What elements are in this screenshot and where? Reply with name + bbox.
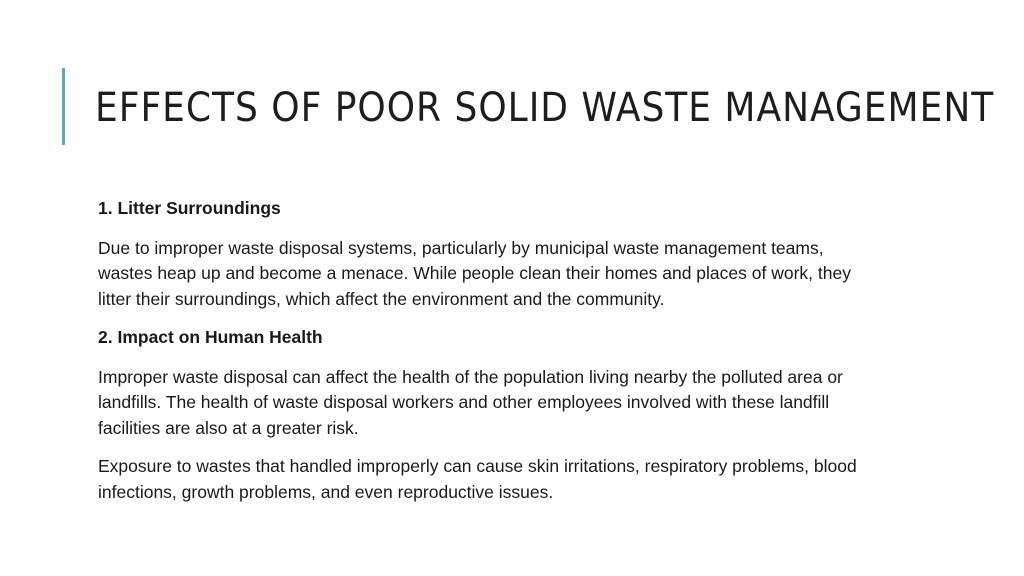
section-paragraph-human-health-1: Improper waste disposal can affect the health of the population living nearby the polluted area or landfills. The health of waste disposal workers and other employees involved with these landfill facilities are also at a greater risk. bbox=[98, 366, 843, 438]
section-heading-litter-surroundings: 1. Litter Surroundings bbox=[98, 198, 281, 218]
title-accent-bar bbox=[62, 68, 65, 145]
section-paragraph-litter-surroundings: Due to improper waste disposal systems, particularly by municipal waste management teams, wastes heap up and become a menace. While people clean their homes and places of work, they litter their surroundings, which affect the environment and the community. bbox=[98, 237, 851, 309]
section-paragraph-human-health-2: Exposure to wastes that handled improperly can cause skin irritations, respiratory problems, blood infections, growth problems, and even reproductive issues. bbox=[98, 456, 857, 502]
slide-content bbox=[98, 196, 868, 518]
slide-title: EFFECTS OF POOR SOLID WASTE MANAGEMENT bbox=[95, 85, 995, 131]
section-heading-human-health: 2. Impact on Human Health bbox=[98, 327, 323, 347]
